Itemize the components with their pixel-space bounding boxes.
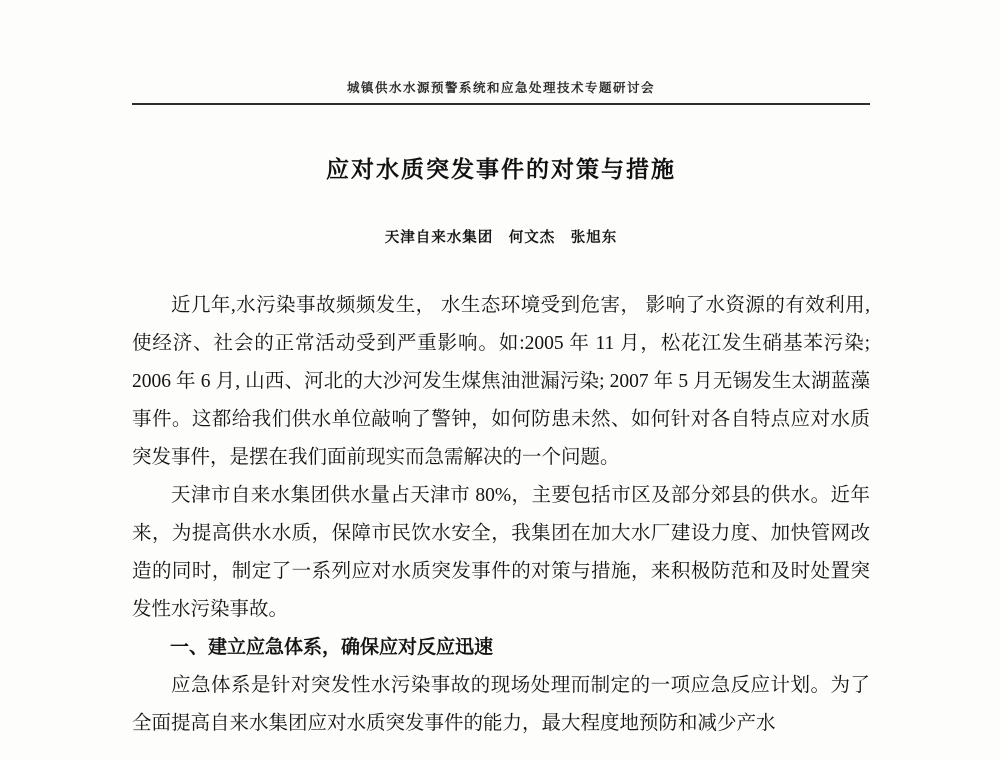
paragraph-1: 近几年,水污染事故频频发生， 水生态环境受到危害， 影响了水资源的有效利用, 使经济、社会的正常活动受到严重影响。如:2005 年 11 月，松花江发生硝基苯污染; 2006 年 6 月, 山西、河北的大沙河发生煤焦油泄漏污染; 2007 年 5 月无锡发生太湖蓝藻事件。这都给我们供水单位敲响了警钟，如何防患未然、如何针对各自特点应对水质突发事件，是摆在我们面前现实而急需解决的一个问题。	[132, 295, 870, 468]
paragraph-2: 天津市自来水集团供水量占天津市 80%，主要包括市区及部分郊县的供水。近年来，为提高供水水质，保障市民饮水安全，我集团在加大水厂建设力度、加快管网改造的同时，制定了一系列应对水质突发事件的对策与措施，来积极防范和及时处置突发性水污染事故。	[132, 485, 870, 620]
document-body	[132, 287, 870, 743]
header-divider	[132, 103, 870, 105]
document-title: 应对水质突发事件的对策与措施	[326, 156, 676, 182]
page-content	[132, 0, 870, 743]
conference-header: 城镇供水水源预警系统和应急处理技术专题研讨会	[346, 81, 655, 95]
paragraph-3: 应急体系是针对突发性水污染事故的现场处理而制定的一项应急反应计划。为了全面提高自来水集团应对水质突发事件的能力，最大程度地预防和减少产水	[132, 675, 870, 734]
authors-line: 天津自来水集团 何文杰 张旭东	[384, 230, 618, 246]
section-heading-1: 一、建立应急体系，确保应对反应迅速	[170, 637, 494, 658]
